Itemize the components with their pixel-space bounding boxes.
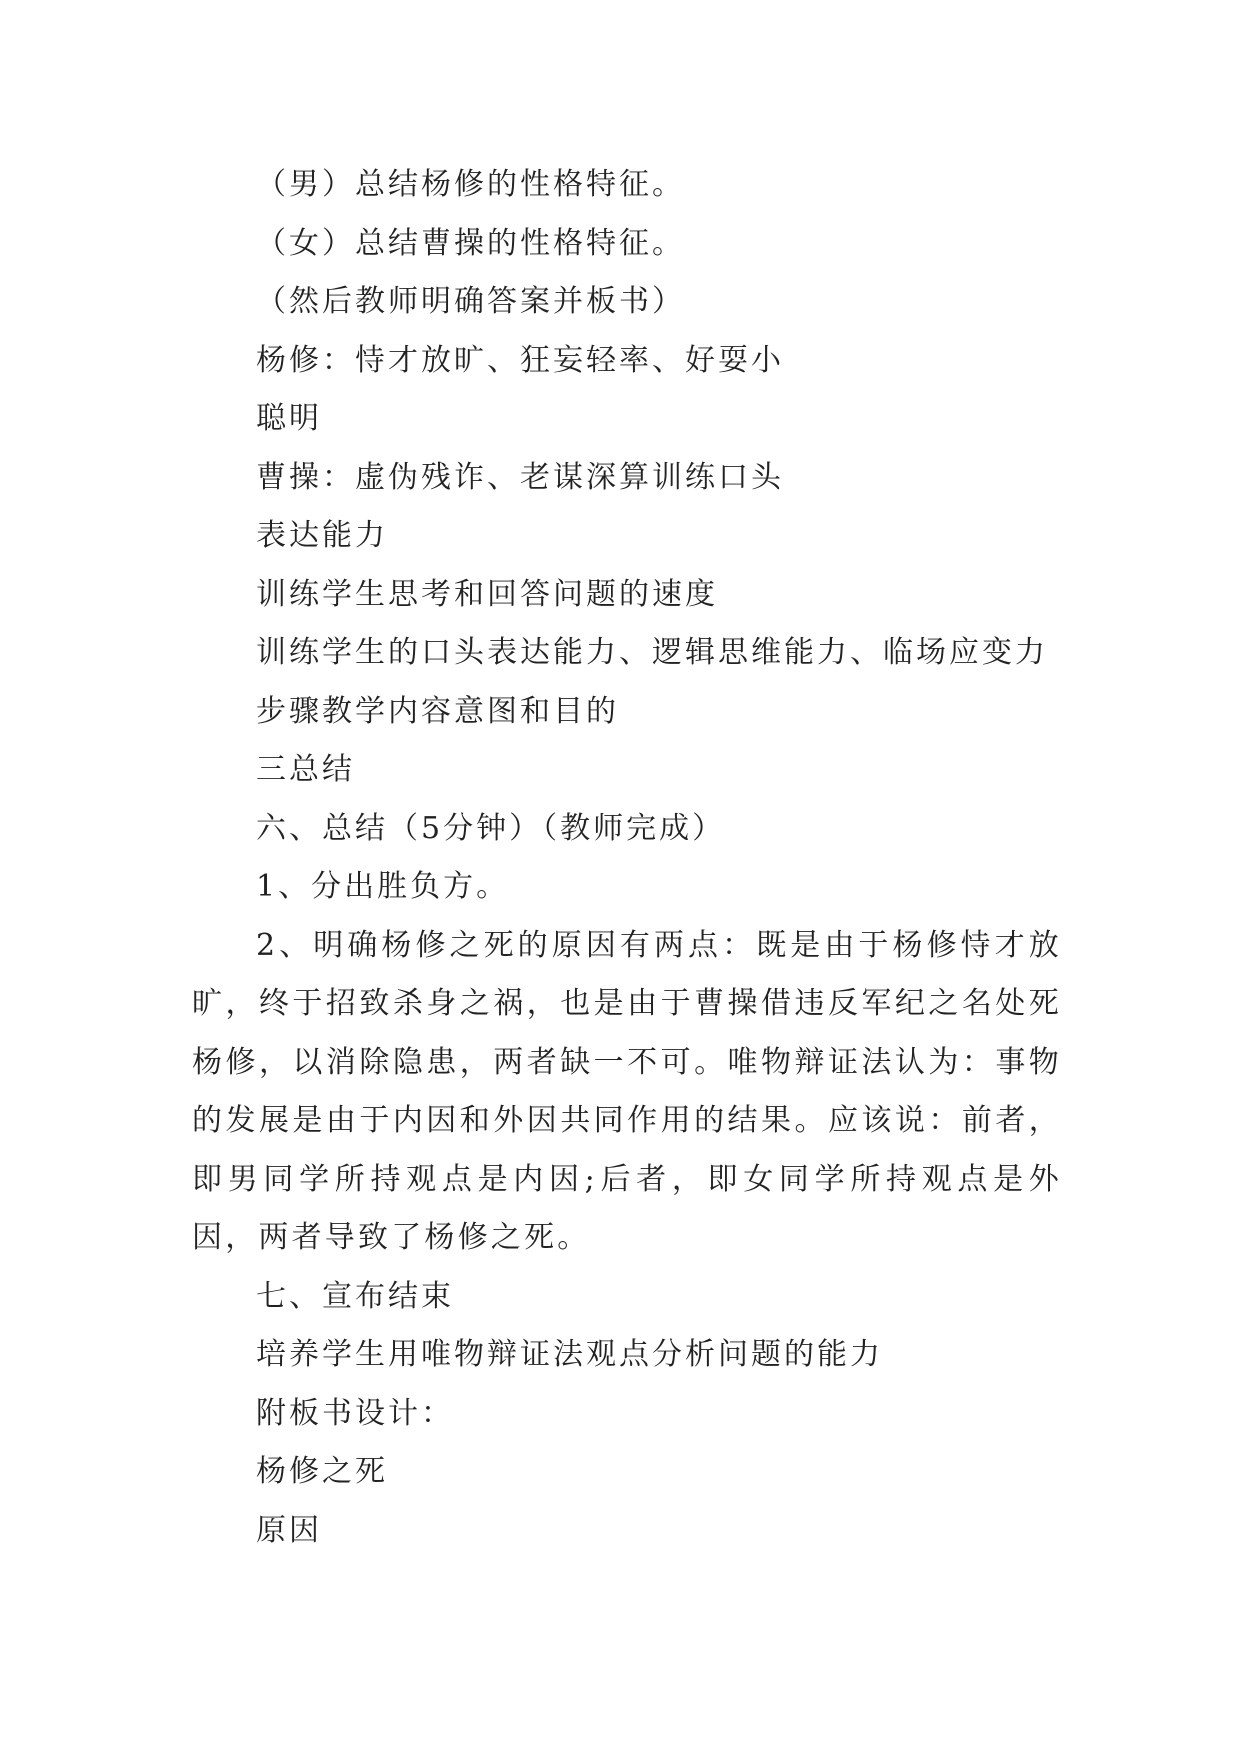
text-line: 步骤教学内容意图和目的 [256, 693, 619, 729]
text-line: （女）总结曹操的性格特征。 [256, 225, 685, 261]
section-heading: 六、总结（5分钟）（教师完成） [256, 810, 726, 846]
text-line: 杨修之死 [256, 1454, 388, 1489]
text-line: 训练学生的口头表达能力、逻辑思维能力、临场应变力 [256, 635, 1048, 670]
text-line: 杨修：恃才放旷、狂妄轻率、好耍小 [256, 342, 784, 378]
text-line: 原因 [256, 1512, 322, 1548]
text-line: 曹操：虚伪残诈、老谋深算训练口头 [256, 459, 784, 495]
text-line: 三总结 [256, 752, 355, 787]
body-paragraph: 2、明确杨修之死的原因有两点：既是由于杨修恃才放旷，终于招致杀身之祸，也是由于曹操借违反军纪之名处死杨修，以消除隐患，两者缺一不可。唯物辩证法认为：事物的发展是由于内因和外因共同作用的结果。应该说：前者，即男同学所持观点是内因;后者，即女同学所持观点是外因，两者导致了杨修之死。 [192, 927, 1062, 1255]
text-line: 培养学生用唯物辩证法观点分析问题的能力 [256, 1337, 883, 1372]
document-body [192, 156, 1062, 1560]
section-heading: 七、宣布结束 [256, 1278, 454, 1314]
text-line: 1、分出胜负方。 [256, 869, 510, 904]
text-line: 表达能力 [256, 518, 388, 553]
text-line: （男）总结杨修的性格特征。 [256, 167, 685, 202]
text-line: （然后教师明确答案并板书） [256, 284, 685, 319]
text-line: 附板书设计： [256, 1395, 454, 1431]
text-line: 训练学生思考和回答问题的速度 [256, 576, 718, 612]
text-line: 聪明 [256, 401, 322, 436]
